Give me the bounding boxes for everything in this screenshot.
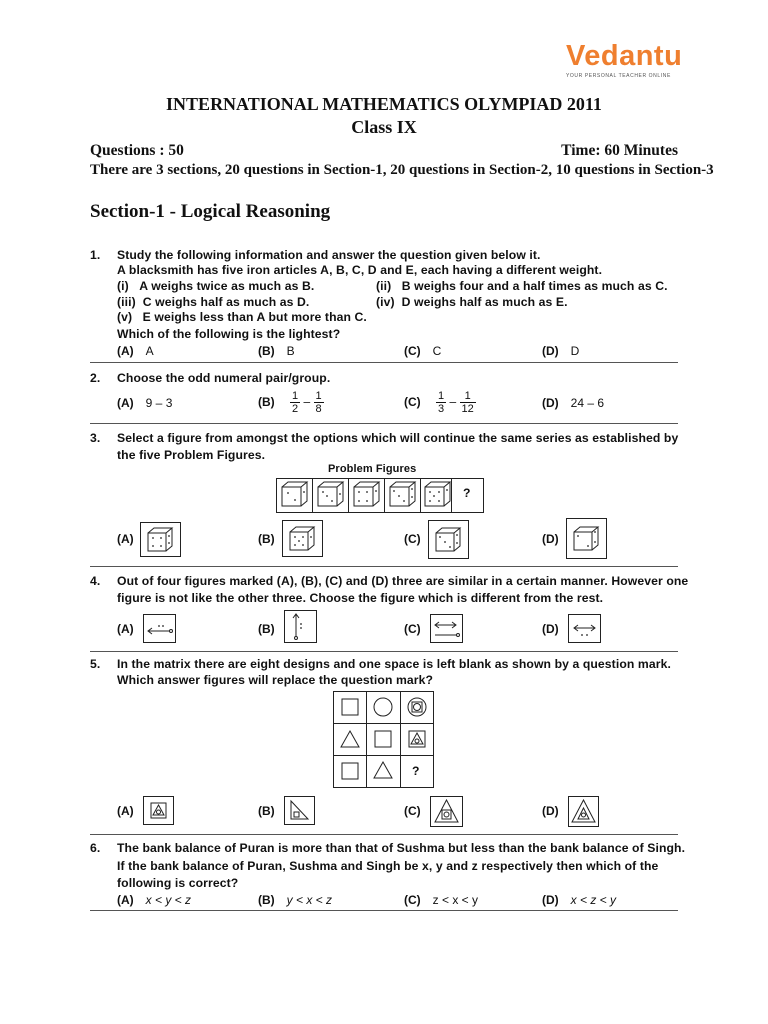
- numerator: 1: [438, 390, 445, 402]
- q1-fact-1: [117, 279, 314, 293]
- cube-figure-3: [354, 478, 385, 513]
- q3-option-c[interactable]: (C): [404, 532, 421, 546]
- q6-option-d[interactable]: [542, 893, 616, 907]
- q1-option-b[interactable]: [258, 344, 295, 358]
- fraction: [314, 390, 324, 415]
- divider: [90, 362, 678, 363]
- q4-option-b[interactable]: (B): [258, 622, 275, 636]
- option-label: (A): [117, 396, 134, 410]
- option-label: (B): [258, 394, 275, 409]
- q4-option-a[interactable]: (A): [117, 622, 134, 636]
- q2-text: Choose the odd numeral pair/group.: [117, 371, 331, 385]
- cube-figure-4: [390, 478, 421, 513]
- q3-line-2: the five Problem Figures.: [117, 448, 266, 462]
- logo-tagline: YOUR PERSONAL TEACHER ONLINE: [566, 73, 671, 79]
- option-text: x < y < z: [145, 893, 192, 907]
- nested-shape: [409, 731, 425, 747]
- q4-option-d-figure[interactable]: [568, 614, 602, 644]
- square-shape: [342, 699, 358, 715]
- fraction: [436, 390, 446, 415]
- q6-option-a[interactable]: [117, 893, 191, 907]
- divider: [90, 651, 678, 652]
- q5-option-c-figure[interactable]: [430, 796, 464, 828]
- nested-shape: [408, 698, 426, 716]
- question-count: Questions : 50: [90, 142, 184, 159]
- fraction: [460, 390, 476, 415]
- denominator: 8: [315, 403, 322, 415]
- option-text: x < z < y: [570, 893, 617, 907]
- q4-line-1: Out of four figures marked (A), (B), (C) and (D) three are similar in a certain manner. However one: [117, 574, 689, 588]
- fact-text: D weighs half as much as E.: [401, 295, 568, 309]
- unknown-figure: ?: [463, 486, 471, 500]
- q4-number: 4.: [90, 574, 101, 588]
- q1-fact-4: [376, 295, 568, 309]
- option-label: (B): [258, 893, 275, 907]
- q3-option-b[interactable]: (B): [258, 532, 275, 546]
- q6-line-2: If the bank balance of Puran, Sushma and Singh be x, y and z respectively then which of the: [117, 859, 659, 873]
- q5-option-b-figure[interactable]: [284, 796, 316, 826]
- q4-option-b-figure[interactable]: [284, 610, 318, 644]
- logo-name: Vedantu: [566, 40, 683, 72]
- option-label: (D): [542, 396, 559, 410]
- numerator: 1: [315, 390, 322, 402]
- option-label: (A): [117, 893, 134, 907]
- option-label: (D): [542, 893, 559, 907]
- cube-figure-2: [318, 478, 349, 513]
- minus-sign: –: [449, 394, 457, 409]
- q1-line-2: A blacksmith has five iron articles A, B, C, D and E, each having a different weight.: [117, 263, 603, 277]
- q3-option-a[interactable]: (A): [117, 532, 134, 546]
- q6-line-1: The bank balance of Puran is more than that of Sushma but less than the bank balance of Singh.: [117, 841, 686, 855]
- fact-text: C weighs half as much as D.: [142, 295, 310, 309]
- q3-option-a-figure[interactable]: [140, 522, 182, 558]
- q6-line-3: following is correct?: [117, 876, 239, 890]
- option-label: (C): [404, 344, 421, 358]
- q5-option-d[interactable]: (D): [542, 804, 559, 818]
- option-text: z < x < y: [432, 893, 479, 907]
- divider: [90, 910, 678, 911]
- q3-option-b-figure[interactable]: [282, 520, 324, 558]
- divider: [90, 834, 678, 835]
- q3-option-d[interactable]: (D): [542, 532, 559, 546]
- q2-option-a[interactable]: [117, 396, 172, 410]
- q5-option-d-figure[interactable]: [568, 796, 600, 828]
- option-text: A: [145, 344, 154, 358]
- fact-label: (iii): [117, 295, 136, 309]
- divider: [90, 423, 678, 424]
- fact-text: B weighs four and a half times as much as C.: [401, 279, 668, 293]
- q4-option-a-figure[interactable]: [143, 614, 177, 644]
- q1-option-a[interactable]: [117, 344, 154, 358]
- q5-option-b[interactable]: (B): [258, 804, 275, 818]
- q5-matrix: [333, 691, 435, 789]
- square-shape: [342, 763, 358, 779]
- problem-figures-label: Problem Figures: [328, 463, 417, 475]
- option-label: (B): [258, 344, 275, 358]
- q3-option-c-figure[interactable]: [428, 520, 470, 560]
- divider: [90, 566, 678, 567]
- q1-fact-3: [117, 295, 309, 309]
- denominator: 12: [461, 403, 474, 415]
- circle-shape: [374, 698, 392, 716]
- matrix-unknown: ?: [412, 764, 420, 778]
- q5-number: 5.: [90, 657, 101, 671]
- q5-option-c[interactable]: (C): [404, 804, 421, 818]
- q1-option-d[interactable]: [542, 344, 579, 358]
- q1-fact-5: [117, 310, 367, 324]
- q4-option-c[interactable]: (C): [404, 622, 421, 636]
- denominator: 3: [438, 403, 445, 415]
- fact-text: E weighs less than A but more than C.: [142, 310, 367, 324]
- fraction: [290, 390, 300, 415]
- q3-line-1: Select a figure from amongst the options which will continue the same series as established by: [117, 431, 679, 445]
- q3-option-d-figure[interactable]: [566, 518, 608, 560]
- option-text: D: [570, 344, 580, 358]
- cube-figure-1: [282, 478, 313, 513]
- option-label: (A): [117, 344, 134, 358]
- q5-line-2: Which answer figures will replace the question mark?: [117, 673, 434, 687]
- q3-number: 3.: [90, 431, 101, 445]
- q4-line-2: figure is not like the other three. Choose the figure which is different from the rest.: [117, 591, 604, 605]
- cube-figure-5: [425, 478, 452, 513]
- denominator: 2: [292, 403, 299, 415]
- fact-label: (i): [117, 279, 129, 293]
- vedantu-logo: [566, 40, 686, 86]
- q5-option-a[interactable]: (A): [117, 804, 134, 818]
- option-label: (C): [404, 893, 421, 907]
- problem-figures-strip: [276, 478, 486, 514]
- triangle-shape: [374, 762, 392, 778]
- option-text: B: [286, 344, 295, 358]
- q5-line-1: In the matrix there are eight designs and one space is left blank as shown by a question mark.: [117, 657, 671, 671]
- class-label: Class IX: [351, 117, 417, 137]
- q2-number: 2.: [90, 371, 101, 385]
- q1-question: Which of the following is the lightest?: [117, 327, 341, 341]
- fact-text: A weighs twice as much as B.: [139, 279, 315, 293]
- time-limit: Time: 60 Minutes: [561, 142, 678, 159]
- section-title: Section-1 - Logical Reasoning: [90, 201, 331, 222]
- square-shape: [375, 731, 391, 747]
- q6-option-c[interactable]: [404, 893, 478, 907]
- q2-option-b[interactable]: [258, 390, 324, 415]
- sections-note: There are 3 sections, 20 questions in Section-1, 20 questions in Section-2, 10 questions in Section-3: [90, 162, 714, 178]
- minus-sign: –: [303, 394, 311, 409]
- option-label: (D): [542, 344, 559, 358]
- fact-label: (ii): [376, 279, 392, 293]
- q1-option-c[interactable]: [404, 344, 441, 358]
- option-text: 24 – 6: [570, 396, 605, 410]
- exam-title: INTERNATIONAL MATHEMATICS OLYMPIAD 2011: [166, 94, 602, 114]
- q1-fact-2: [376, 279, 668, 293]
- option-text: y < x < z: [286, 893, 333, 907]
- q4-option-c-figure[interactable]: [430, 614, 464, 644]
- q2-option-c[interactable]: [404, 390, 476, 415]
- q2-option-d[interactable]: [542, 396, 604, 410]
- triangle-shape: [341, 731, 359, 747]
- fact-label: (iv): [376, 295, 395, 309]
- q1-line-1: Study the following information and answer the question given below it.: [117, 248, 541, 262]
- q5-option-a-figure[interactable]: [143, 796, 175, 826]
- q1-number: 1.: [90, 248, 101, 262]
- fact-label: (v): [117, 310, 133, 324]
- q6-option-b[interactable]: [258, 893, 332, 907]
- numerator: 1: [460, 390, 476, 403]
- option-text: C: [432, 344, 442, 358]
- option-text: 9 – 3: [145, 396, 173, 410]
- option-label: (C): [404, 394, 421, 409]
- q6-number: 6.: [90, 841, 101, 855]
- q4-option-d[interactable]: (D): [542, 622, 559, 636]
- numerator: 1: [292, 390, 299, 402]
